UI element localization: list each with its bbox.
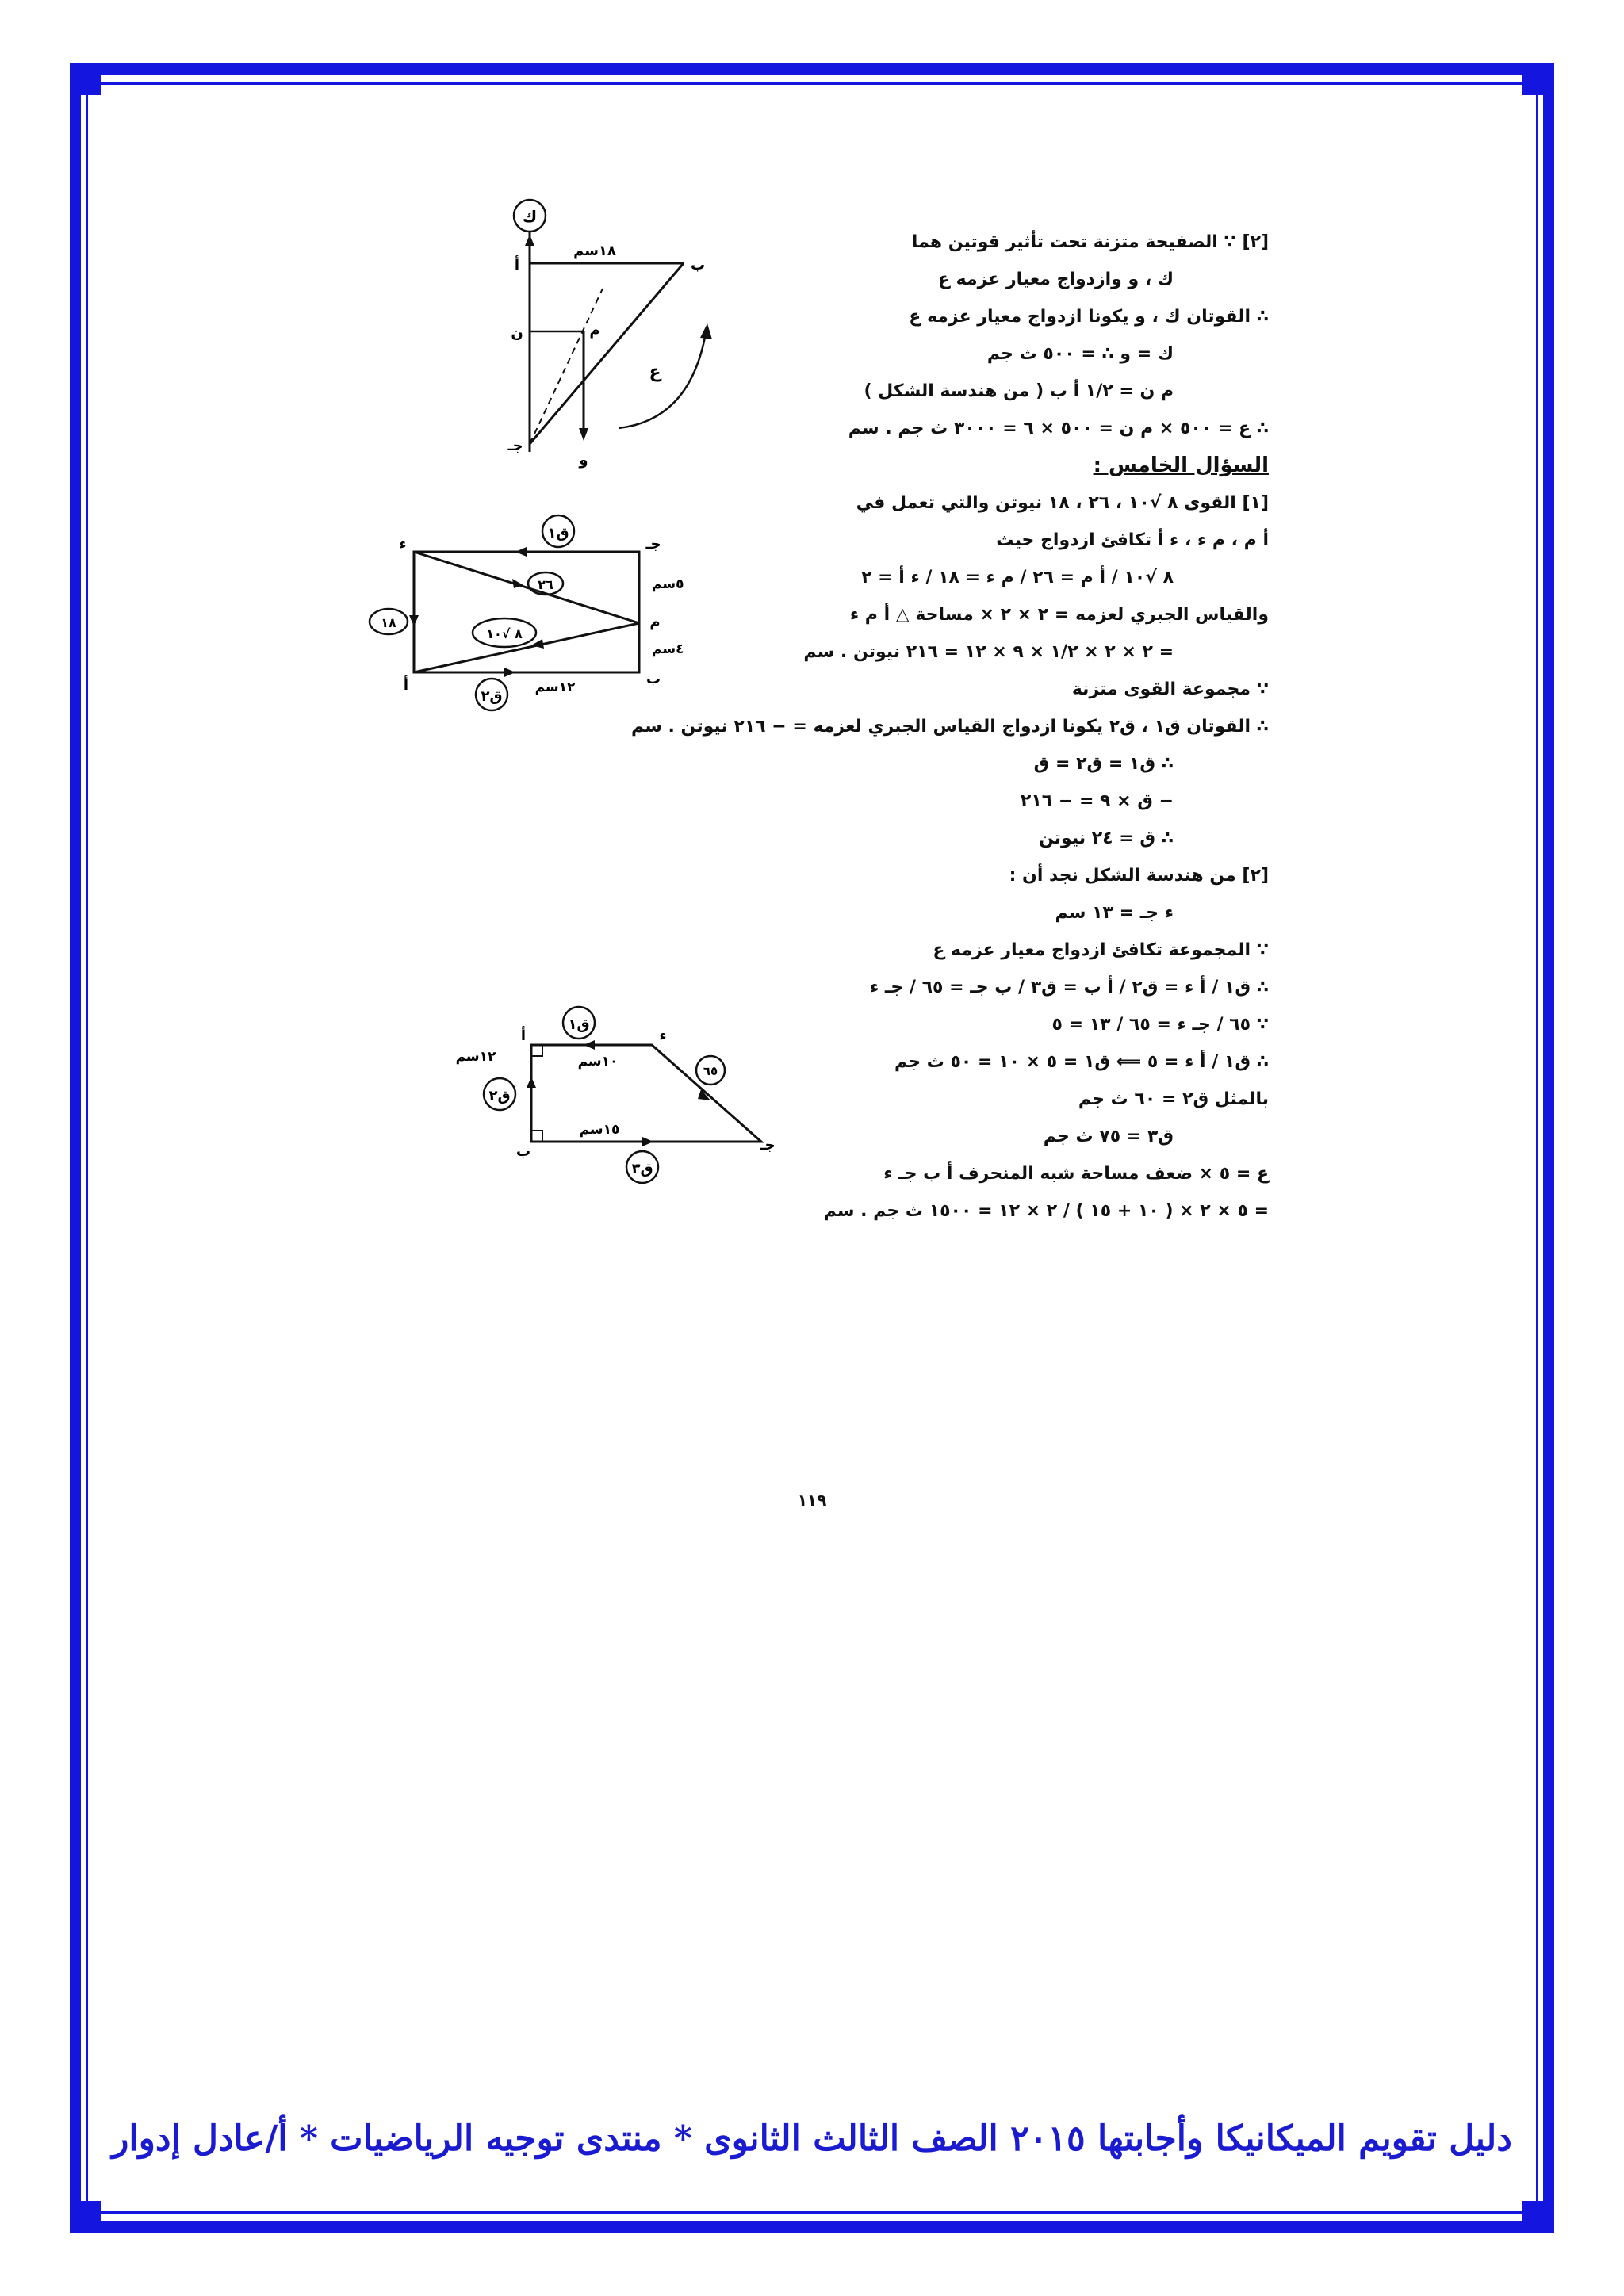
fig2-label-d: ء <box>399 536 407 553</box>
fig1-label-force-top: ﻙ <box>522 207 538 226</box>
fig2-label-12cm: ١٢سم <box>534 679 576 695</box>
text-line: ﻙ = و ∴ = ٥٠٠ ث جم <box>986 344 1174 364</box>
fig2-label-f2: ق٢ <box>481 688 503 705</box>
fig2-label-a: أ <box>403 677 409 694</box>
fig3-label-f1: ق١ <box>568 1016 590 1033</box>
fig3-label-10cm: ١٠سم <box>577 1054 619 1070</box>
border-corner <box>70 63 102 95</box>
text-line: م ن = ١/٢ أ ب ( من هندسة الشكل ) <box>864 381 1174 401</box>
figure-trapezoid-forces <box>444 994 777 1192</box>
text-line: ∴ ق١ / أ ء = ٥ ⟸ ق١ = ٥ × ١٠ = ٥٠ ث جم <box>894 1052 1269 1072</box>
fig2-label-j: جـ <box>645 536 661 553</box>
page-number: ١١٩ <box>797 1490 827 1510</box>
text-line: ∴ ق١ / أ ء = ق٢ / أ ب = ق٣ / ب جـ = ٦٥ / جـ ء <box>869 978 1269 997</box>
fig3-label-b: ب <box>515 1143 531 1160</box>
fig3-label-12cm: ١٢سم <box>455 1049 496 1065</box>
text-line: بالمثل ق٢ = ٦٠ ث جم <box>1078 1089 1269 1109</box>
text-line: = ٢ × ٢ × ١/٢ × ٩ × ١٢ = ٢١٦ نيوتن . سم <box>803 642 1174 662</box>
fig1-label-j: جـ <box>508 438 523 454</box>
fig2-label-f1: ق١ <box>547 525 569 541</box>
text-line: والقياس الجبري لعزمه = ٢ × ٢ × مساحة △ أ م ء <box>849 605 1269 625</box>
text-line: ع = ٥ × ضعف مساحة شبه المنحرف أ ب جـ ء <box>883 1164 1269 1184</box>
fig2-label-26: ٢٦ <box>538 577 553 592</box>
fig3-label-f3: ق٣ <box>631 1161 653 1177</box>
figure-plate-couple <box>476 190 737 476</box>
figure-rectangle-forces <box>357 504 722 718</box>
text-line: ∴ ق١ = ق٢ = ق <box>1033 754 1174 774</box>
text-line: ∵ المجموعة تكافئ ازدواج معيار عزمه ع <box>933 940 1269 960</box>
text-line: ٨ √١٠ / أ م = ٢٦ / م ء = ١٨ / ء أ = ٢ <box>861 568 1174 587</box>
text-line: ق٣ = ٧٥ ث جم <box>1043 1127 1174 1146</box>
border-corner <box>70 2201 102 2233</box>
fig1-label-b: ب <box>690 257 706 274</box>
text-line: ∴ القوتان ق١ ، ق٢ يكونا ازدواج القياس الجبري لعزمه = − ٢١٦ نيوتن . سم <box>630 717 1269 737</box>
text-line: ∴ القوتان ﻙ ، و يكونا ازدواج معيار عزمه ع <box>909 307 1269 327</box>
fig3-label-f2: ق٢ <box>488 1088 511 1104</box>
text-line: أ م ، م ء ، ء أ تكافئ ازدواج حيث <box>996 530 1269 550</box>
fig2-label-4cm: ٤سم <box>652 641 684 657</box>
fig1-label-a: أ <box>514 257 520 274</box>
fig2-label-8root10: ٨ √١٠ <box>486 626 523 641</box>
text-line: = ٥ × ٢ × ( ١٠ + ١٥ ) / ٢ × ١٢ = ١٥٠٠ ث جم . سم <box>823 1201 1269 1221</box>
fig3-label-65: ٦٥ <box>703 1064 718 1078</box>
fig3-label-d: ء <box>659 1027 667 1044</box>
fig1-label-w: و <box>579 452 588 469</box>
fig2-label-18: ١٨ <box>381 615 396 630</box>
fig2-label-b: ب <box>645 671 661 687</box>
fig1-label-m: م <box>589 322 600 339</box>
fig3-label-a: أ <box>520 1027 527 1044</box>
text-line: ﻙ ، و وازدواج معيار عزمه ع <box>937 270 1174 289</box>
border-corner <box>1522 2201 1554 2233</box>
text-line: − ق × ٩ = − ٢١٦ <box>1020 791 1174 811</box>
fig1-label-n: ن <box>511 325 523 342</box>
text-line: [٢] من هندسة الشكل نجد أن : <box>1009 866 1269 886</box>
fig2-label-m: م <box>649 614 661 630</box>
text-line: ء جـ = ١٣ سم <box>1055 903 1174 923</box>
fig1-label-length: ١٨سم <box>573 243 616 259</box>
footer-caption: دليل تقويم الميكانيكا وأجابتها ٢٠١٥ الصف الثالث الثانوى * منتدى توجيه الرياضيات * أ/عادل إدوار <box>112 2118 1512 2159</box>
fig1-label-moment: ع <box>649 362 661 382</box>
text-line: ∵ ٦٥ / جـ ء = ٦٥ / ١٣ = ٥ <box>1051 1015 1269 1035</box>
section-heading: السؤال الخامس : <box>1093 453 1269 477</box>
border-corner <box>1522 63 1554 95</box>
text-line: ∴ ق = ٢٤ نيوتن <box>1038 828 1174 848</box>
text-line: ∵ مجموعة القوى متزنة <box>1071 679 1269 699</box>
fig3-label-15cm: ١٥سم <box>579 1122 620 1138</box>
text-line: [٢] ∵ الصفيحة متزنة تحت تأثير قوتين هما <box>911 232 1269 252</box>
fig2-label-5cm: ٥سم <box>652 576 684 592</box>
fig3-label-j: جـ <box>760 1137 776 1154</box>
text-line: [١] القوى ٨ √١٠ ، ٢٦ ، ١٨ نيوتن والتي تعمل في <box>856 493 1269 513</box>
text-line: ∴ ع = ٥٠٠ × م ن = ٥٠٠ × ٦ = ٣٠٠٠ ث جم . سم <box>848 419 1269 438</box>
